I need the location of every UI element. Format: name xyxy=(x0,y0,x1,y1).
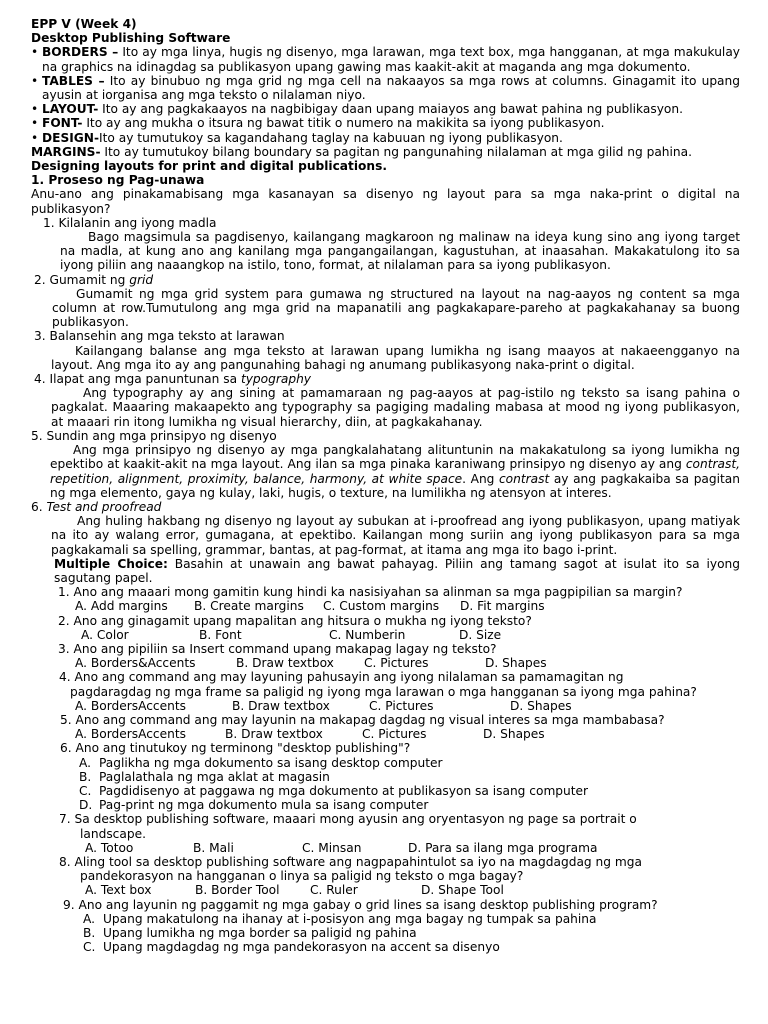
answer-option[interactable]: D. Shapes xyxy=(483,727,545,742)
bullet-icon: • xyxy=(31,116,39,131)
step-title-emphasis: Test and proofread xyxy=(46,499,162,514)
proseso-question: Anu-ano ang pinakamabisang mga kasanayan sa disenyo ng layout para sa mga naka-print o digital na publikasyon? xyxy=(31,187,740,216)
question-8 xyxy=(54,855,740,898)
step-title xyxy=(34,273,740,287)
definition-item xyxy=(31,102,740,116)
document-title: EPP V (Week 4) xyxy=(31,17,137,31)
answer-option[interactable]: C. Pictures xyxy=(364,656,429,671)
step-title: 5. Sundin ang mga prinsipyo ng disenyo xyxy=(31,428,277,443)
answer-option[interactable]: D. Shape Tool xyxy=(421,883,504,898)
definition-item xyxy=(31,74,740,102)
definition-term: TABLES – xyxy=(42,73,105,88)
option-text: Paglikha ng mga dokumento sa isang desktop computer xyxy=(99,755,443,770)
question-2 xyxy=(54,614,740,642)
definition-item xyxy=(31,116,740,130)
step-body-text: Ang mga prinsipyo ng disenyo ay mga pangkalahatang alituntunin na makakatulong sa iyong lumikha ng epektibo at kaakit-akit na mga layout. Ang ilan sa mga pinaka karaniwang prinsipyo ng disenyo ay ang xyxy=(50,443,740,472)
answer-option[interactable]: C. Custom margins xyxy=(323,599,440,614)
definition-text: Ito ay binubuo ng mga grid ng mga cell na nakaayos sa mga rows at columns. Ginagamit ito upang ayusin at iorganisa ang mga teksto o nilalaman niyo. xyxy=(42,73,740,103)
option-text: Pagdidisenyo at paggawa ng mga dokumento at publikasyon sa isang computer xyxy=(99,783,589,798)
question-text: 8. Aling tool sa desktop publishing software ang nagpapahintulot sa iyo na magdagdag ng mga xyxy=(59,854,642,869)
answer-options xyxy=(59,699,740,713)
answer-option[interactable] xyxy=(83,926,740,940)
step-title: 1. Kilalanin ang iyong madla xyxy=(43,215,217,230)
step-body xyxy=(31,443,740,500)
option-letter: A. xyxy=(79,755,91,770)
answer-options xyxy=(58,628,740,642)
answer-option[interactable]: D. Size xyxy=(459,627,502,642)
mc-label: Multiple Choice: xyxy=(54,556,168,571)
answer-option[interactable]: A. Borders&Accents xyxy=(75,656,196,671)
answer-option[interactable]: B. Create margins xyxy=(194,599,304,614)
question-7 xyxy=(54,812,740,855)
question-6 xyxy=(54,741,740,812)
answer-option[interactable]: C. Minsan xyxy=(302,840,362,855)
step-title xyxy=(34,372,740,386)
answer-option[interactable]: B. Mali xyxy=(193,840,234,855)
answer-option[interactable]: A. Text box xyxy=(85,883,152,898)
definition-term: DESIGN- xyxy=(42,130,100,145)
question-5 xyxy=(54,713,740,741)
definition-text: Ito ay mga linya, hugis ng disenyo, mga larawan, mga text box, mga hangganan, at mga makukulay na graphics na idinagdag sa publikasyon upang gawing mas kaakit-akit at maganda ang mga dokumento. xyxy=(42,45,740,74)
definition-text: Ito ay ang pagkakaayos na nagbibigay daan upang maiayos ang bawat pahina ng publikasyon. xyxy=(98,102,683,117)
answer-options xyxy=(63,912,740,955)
bullet-icon: • xyxy=(31,45,39,60)
step-body: Gumamit ng mga grid system para gumawa ng structured na layout na nag-aayos ng content sa mga column at row.Tumutulong ang mga grid na mapanatili ang pagkakapare-pareho at pagkakahanay sa buong publikasyon. xyxy=(52,286,740,330)
step-6 xyxy=(31,500,740,557)
answer-option[interactable]: D. Para sa ilang mga programa xyxy=(408,840,598,855)
step-title xyxy=(31,500,740,514)
definition-term: BORDERS – xyxy=(42,45,119,60)
step-body: Ang huling hakbang ng disenyo ng layout ay subukan at i-proofread ang iyong publikasyon, upang matiyak na ito ay walang error, gumagana, at epektibo. Kailangan mong suriin ang iyong publikasyon para sa mga pagkakamali sa spelling, grammar, bantas, at pag-format, at itama ang mga ito bago i-print. xyxy=(51,514,740,557)
answer-option[interactable]: B. Font xyxy=(199,627,242,642)
answer-option[interactable]: A. BordersAccents xyxy=(75,727,186,742)
answer-options xyxy=(60,756,740,813)
document-subtitle: Desktop Publishing Software xyxy=(31,31,231,46)
answer-option[interactable] xyxy=(83,940,740,954)
mc-instructions-text: Basahin at unawain ang bawat pahayag. Piliin ang tamang sagot at isulat ito sa iyong sagutang papel. xyxy=(54,556,740,585)
bullet-icon: • xyxy=(31,130,39,145)
answer-option[interactable]: B. Draw textbox xyxy=(225,727,323,742)
definitions-list xyxy=(31,45,740,144)
answer-option[interactable]: C. Numberin xyxy=(329,627,406,642)
margins-term: MARGINS- xyxy=(31,144,101,159)
question-text: 3. Ano ang pipiliin sa Insert command upang makapag lagay ng teksto? xyxy=(58,641,497,656)
proseso-heading: 1. Proseso ng Pag-unawa xyxy=(31,173,205,188)
answer-option[interactable]: D. Shapes xyxy=(510,698,572,713)
question-text: 6. Ano ang tinutukoy ng terminong "desktop publishing"? xyxy=(60,741,411,756)
answer-option[interactable] xyxy=(79,756,740,770)
answer-option[interactable]: B. Border Tool xyxy=(195,883,280,898)
question-text-continued: landscape. xyxy=(80,826,146,841)
step-body: Ang typography ay ang sining at pamamaraan ng pag-aayos at pag-istilo ng teksto sa isang pahina o pagkalat. Maaaring makaapekto ang typography sa pagiging madaling mabasa at mood ng iyong publikasyon, at maaari rin itong lumikha ng visual hierarchy, diin, at pagkakahanay. xyxy=(51,386,740,429)
option-text: Upang lumikha ng mga border sa paligid ng pahina xyxy=(103,926,417,940)
step-body-emphasis: contrast, repetition, alignment, proximity, balance, harmony, at white space xyxy=(50,457,740,486)
question-9 xyxy=(54,898,740,955)
multiple-choice-section xyxy=(31,557,740,955)
option-text: Upang magdagdag ng mga pandekorasyon na accent sa disenyo xyxy=(103,940,500,955)
option-letter: C. xyxy=(83,940,96,955)
answer-option[interactable] xyxy=(79,770,740,784)
answer-options xyxy=(59,841,740,855)
question-text-continued: pandekorasyon na hangganan o linya sa paligid ng teksto o mga bagay? xyxy=(80,869,524,884)
step-5 xyxy=(31,429,740,500)
question-text: 1. Ano ang maaari mong gamitin kung hindi ka nasisiyahan sa alinman sa mga pagpipilian sa margin? xyxy=(58,585,683,600)
answer-options xyxy=(58,656,740,670)
step-body-text: . Ang xyxy=(462,471,499,486)
question-text-continued: pagdaragdag ng mga frame sa paligid ng iyong mga larawan o mga hangganan sa iyong mga pahina? xyxy=(70,684,697,699)
document-page xyxy=(31,17,740,954)
mc-instructions xyxy=(54,557,740,585)
answer-option[interactable]: B. Draw textbox xyxy=(236,656,334,671)
definition-term: LAYOUT- xyxy=(42,102,99,117)
step-title: 3. Balansehin ang mga teksto at larawan xyxy=(34,329,285,344)
answer-options xyxy=(59,883,740,897)
answer-option[interactable] xyxy=(79,784,740,798)
answer-option[interactable]: D. Shapes xyxy=(485,656,547,671)
step-4 xyxy=(31,372,740,429)
step-3 xyxy=(31,329,740,372)
step-body: Kailangang balanse ang mga teksto at larawan upang lumikha ng isang maayos at nakaeengganyo na layout. Ang mga ito ay ang pangunahing bahagi ng anumang publikasyong naka-print o digital. xyxy=(51,343,740,372)
answer-option[interactable]: B. Draw textbox xyxy=(232,698,330,713)
step-title-text: 4. Ilapat ang mga panuntunan sa xyxy=(34,372,241,387)
step-title-text: 2. Gumamit ng xyxy=(34,272,130,287)
answer-options xyxy=(58,599,740,613)
option-text: Paglalathala ng mga aklat at magasin xyxy=(99,769,330,784)
step-title-emphasis: typography xyxy=(240,372,312,387)
question-3 xyxy=(54,642,740,670)
definition-text: Ito ay ang mukha o itsura ng bawat titik o numero na makikita sa iyong publikasyon. xyxy=(82,116,605,131)
step-title-emphasis: grid xyxy=(129,272,154,287)
bullet-icon: • xyxy=(31,102,39,117)
question-1 xyxy=(54,585,740,613)
margins-definition xyxy=(31,145,740,159)
question-text: 9. Ano ang layunin ng paggamit ng mga gabay o grid lines sa isang desktop publishing program? xyxy=(63,897,658,912)
step-body-emphasis: contrast xyxy=(498,471,550,486)
option-letter: A. xyxy=(83,911,95,926)
option-letter: C. xyxy=(79,783,92,798)
option-text: Upang makatulong na ihanay at i-posisyon ang mga bagay ng tumpak sa pahina xyxy=(103,911,597,926)
answer-option[interactable]: C. Pictures xyxy=(369,698,434,713)
option-text: Pag-print ng mga dokumento mula sa isang computer xyxy=(99,798,429,813)
bullet-icon: • xyxy=(31,73,39,88)
answer-option[interactable]: A. Add margins xyxy=(75,599,168,614)
question-text: 5. Ano ang command ang may layunin na makapag dagdag ng visual interes sa mga mambabasa? xyxy=(60,712,665,727)
answer-options xyxy=(60,727,740,741)
step-number: 6. xyxy=(31,499,47,514)
question-text: 4. Ano ang command ang may layuning pahusayin ang iyong nilalaman sa pamamagitan ng xyxy=(59,670,624,685)
definition-item xyxy=(31,131,740,145)
definition-text: Ito ay tumutukoy sa kagandahang taglay na kabuuan ng iyong publikasyon. xyxy=(99,130,563,145)
answer-option[interactable] xyxy=(83,912,740,926)
answer-option[interactable]: D. Fit margins xyxy=(460,599,545,614)
question-4 xyxy=(54,670,740,713)
answer-option[interactable] xyxy=(79,798,740,812)
answer-option[interactable]: A. BordersAccents xyxy=(75,698,186,713)
step-2 xyxy=(31,273,740,330)
answer-option[interactable]: A. Color xyxy=(81,627,129,642)
step-body: Bago magsimula sa pagdisenyo, kailangang magkaroon ng malinaw na ideya kung sino ang iyong target na madla, at kung ano ang kanilang mga pangangailangan, kagustuhan, at inaasahan. Makakatulong ito sa iyong piliin ang naaangkop na istilo, tono, format, at nilalaman para sa iyong publikasyon. xyxy=(60,230,740,273)
option-letter: D. xyxy=(79,798,93,813)
section-heading: Designing layouts for print and digital publications. xyxy=(31,159,387,174)
margins-text: Ito ay tumutukoy bilang boundary sa pagitan ng pangunahing nilalaman at mga gilid ng pahina. xyxy=(100,144,692,159)
step-1 xyxy=(31,216,740,273)
answer-option[interactable]: C. Pictures xyxy=(362,727,427,742)
option-letter: B. xyxy=(79,769,92,784)
answer-option[interactable]: A. Totoo xyxy=(85,840,134,855)
answer-option[interactable]: C. Ruler xyxy=(310,883,358,898)
question-text: 2. Ano ang ginagamit upang mapalitan ang hitsura o mukha ng iyong teksto? xyxy=(58,613,532,628)
option-letter: B. xyxy=(83,926,96,940)
question-text: 7. Sa desktop publishing software, maaari mong ayusin ang oryentasyon ng page sa portrait o xyxy=(59,812,637,827)
definition-term: FONT- xyxy=(42,116,83,131)
step-body-text: ay ang pagkakaiba sa pagitan ng mga elemento, gaya ng kulay, laki, hugis, o texture, na lumilikha ng atensyon at interes. xyxy=(50,471,740,500)
definition-item xyxy=(31,45,740,73)
